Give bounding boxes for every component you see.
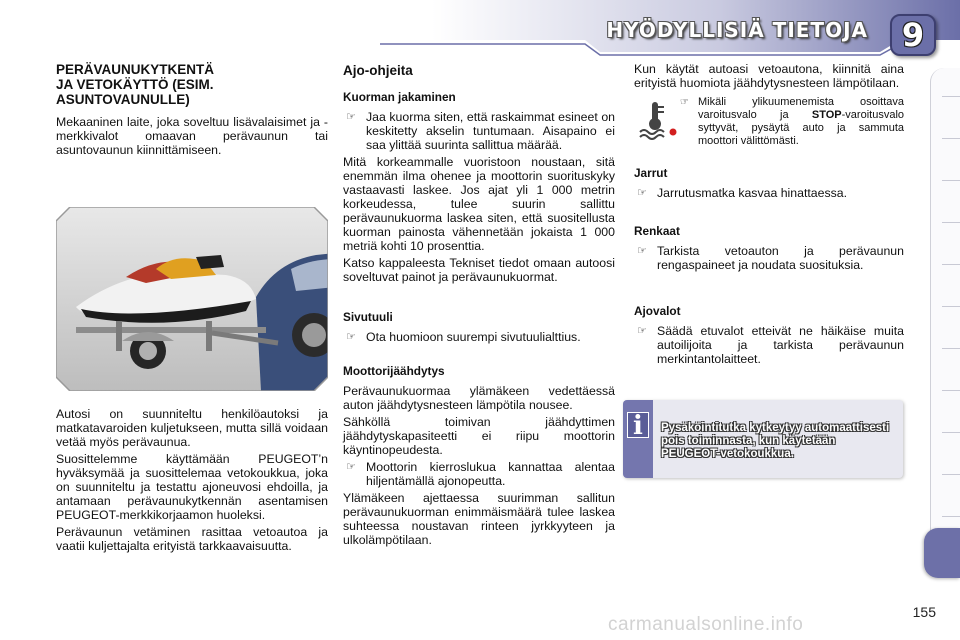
body-paragraph: Mitä korkeammalle vuoristoon noustaan, sitä enemmän ilma ohenee ja moottorin suorituskyky vastaavasti laskee. Jos ajat yli 1 000 metrin korkeudessa, tulee suurin sallittu perävaunukuorma laskea siten, että suositellusta kuorman painosta vähennetään jokaista 1 000 metriä kohti 10 prosenttia. [343, 155, 615, 253]
bullet-text: Moottorin kierroslukua kannattaa alentaa hiljentämällä ajonopeutta. [366, 460, 615, 488]
coolant-temperature-icon [638, 100, 678, 140]
bullet-text: Ota huomioon suurempi sivutuulialttius. [366, 330, 581, 344]
watermark: carmanualsonline.info [608, 614, 804, 635]
subsection-title: Ajo-ohjeita [343, 63, 413, 78]
pointing-hand-icon: ☞ [346, 111, 356, 123]
jetski-trailer-image [56, 207, 328, 391]
heading-line: JA VETOKÄYTTÖ (ESIM. [56, 77, 214, 92]
bullet-text: Jarrutusmatka kasvaa hinattaessa. [657, 186, 848, 200]
pointing-hand-icon: ☞ [637, 245, 647, 257]
tab-divider [942, 138, 960, 139]
towing-illustration [56, 207, 328, 391]
body-paragraph: Sähköllä toimivan jäähdyttimen jäähdytyskapasiteetti ei riipu moottorin käyntinopeudesta. [343, 415, 615, 457]
load-heading: Kuorman jakaminen [343, 90, 456, 104]
tyres-heading: Renkaat [634, 224, 680, 238]
info-box [623, 400, 903, 478]
body-paragraph: Katso kappaleesta Tekniset tiedot omaan autoosi soveltuvat painot ja perävaunukuormat. [343, 256, 615, 284]
middle-column [343, 62, 615, 550]
body-paragraph: Ylämäkeen ajettaessa suurimman sallitun perävaunukuorman enimmäismäärä tulee laskea suhteessa noustavan rinteen jyrkkyyteen ja ulkolämpötilaan. [343, 491, 615, 547]
warning-text-part: Mikäli ylikuumenemista osoittava varoitusvalo ja [698, 96, 904, 121]
bullet-item [634, 324, 904, 366]
heading-line: PERÄVAUNUKYTKENTÄ [56, 62, 215, 77]
pointing-hand-icon: ☞ [346, 461, 356, 473]
tab-divider [942, 516, 960, 517]
wind-heading: Sivutuuli [343, 310, 393, 324]
tab-divider [942, 348, 960, 349]
tab-divider [942, 222, 960, 223]
tab-divider [942, 306, 960, 307]
tab-chapter-9[interactable] [924, 528, 960, 578]
tab-divider [942, 180, 960, 181]
bullet-text: Tarkista vetoauton ja perävaunun rengaspaineet ja noudata suosituksia. [657, 244, 904, 272]
warning-note [634, 96, 904, 156]
intro-paragraph: Mekaaninen laite, joka soveltuu lisävalaisimet ja -merkkivalot omaavan perävaunun tai asuntovaunun kiinnittämiseen. [56, 115, 328, 157]
bullet-item [343, 110, 615, 152]
bullet-item [634, 244, 904, 272]
lights-heading: Ajovalot [634, 304, 681, 318]
bullet-item [343, 330, 615, 344]
chapter-tabs [930, 68, 960, 578]
bullet-text: Jaa kuorma siten, että raskaimmat esineet on keskitetty akselin tuntumaan. Aisapaino ei saa ylittää suurinta sallittua määrää. [366, 110, 615, 152]
tab-divider [942, 474, 960, 475]
body-paragraph: Perävaunun vetäminen rasittaa vetoautoa ja vaatii kuljettajalta erityistä tarkkaavaisuutta. [56, 525, 328, 553]
section-heading [56, 62, 328, 107]
left-column [56, 62, 328, 556]
page-title: HYÖDYLLISIÄ TIETOJA [606, 18, 868, 42]
pointing-hand-icon: ☞ [346, 331, 356, 343]
warning-text [678, 96, 904, 148]
bullet-text: Säädä etuvalot etteivät ne häikäise muita autoilijoita ja tarkista perävaunun merkintantolaitteet. [657, 324, 904, 366]
tab-divider [942, 390, 960, 391]
heading-line: ASUNTOVAUNULLE) [56, 92, 190, 107]
body-paragraph: Perävaunukuormaa ylämäkeen vedettäessä auton jäähdytysnesteen lämpötila nousee. [343, 384, 615, 412]
pointing-hand-icon: ☞ [637, 187, 647, 199]
bullet-item [343, 460, 615, 488]
warning-text-part: -varoitusvalo syttyvät, pysäytä auto ja sammuta moottori välittömästi. [698, 109, 904, 147]
cooling-heading: Moottorijäähdytys [343, 364, 445, 378]
tab-divider [942, 96, 960, 97]
chapter-number: 9 [901, 16, 925, 54]
body-paragraph: Autosi on suunniteltu henkilöautoksi ja matkatavaroiden kuljetukseen, mutta sillä voidaan vetää myös perävaunua. [56, 407, 328, 449]
info-text: Pysäköintitutka kytkeytyy automaattisesti pois toiminnasta, kun käytetään PEUGEOT-vetokoukkua. [661, 422, 890, 460]
brakes-heading: Jarrut [634, 166, 668, 180]
body-paragraph: Suosittelemme käyttämään PEUGEOT’n hyväksymää ja suosittelemaa vetokoukkua, joka on suunniteltu ja testattu ajoneuvosi ehdoilla, ja antamaan perävaunukytkennän asentamisen PEUGEOT-merkkikorjaamon huoleksi. [56, 452, 328, 522]
info-icon: i [627, 412, 649, 438]
bullet-item [634, 186, 904, 200]
pointing-hand-icon: ☞ [680, 97, 689, 108]
page-number: 155 [912, 604, 936, 620]
stop-label: STOP [811, 109, 842, 121]
pointing-hand-icon: ☞ [637, 325, 647, 337]
tab-divider [942, 264, 960, 265]
intro-paragraph: Kun käytät autoasi vetoautona, kiinnitä aina erityistä huomiota jäähdytysnesteen lämpötilaan. [634, 62, 904, 90]
right-column [634, 62, 904, 369]
tab-divider [942, 432, 960, 433]
